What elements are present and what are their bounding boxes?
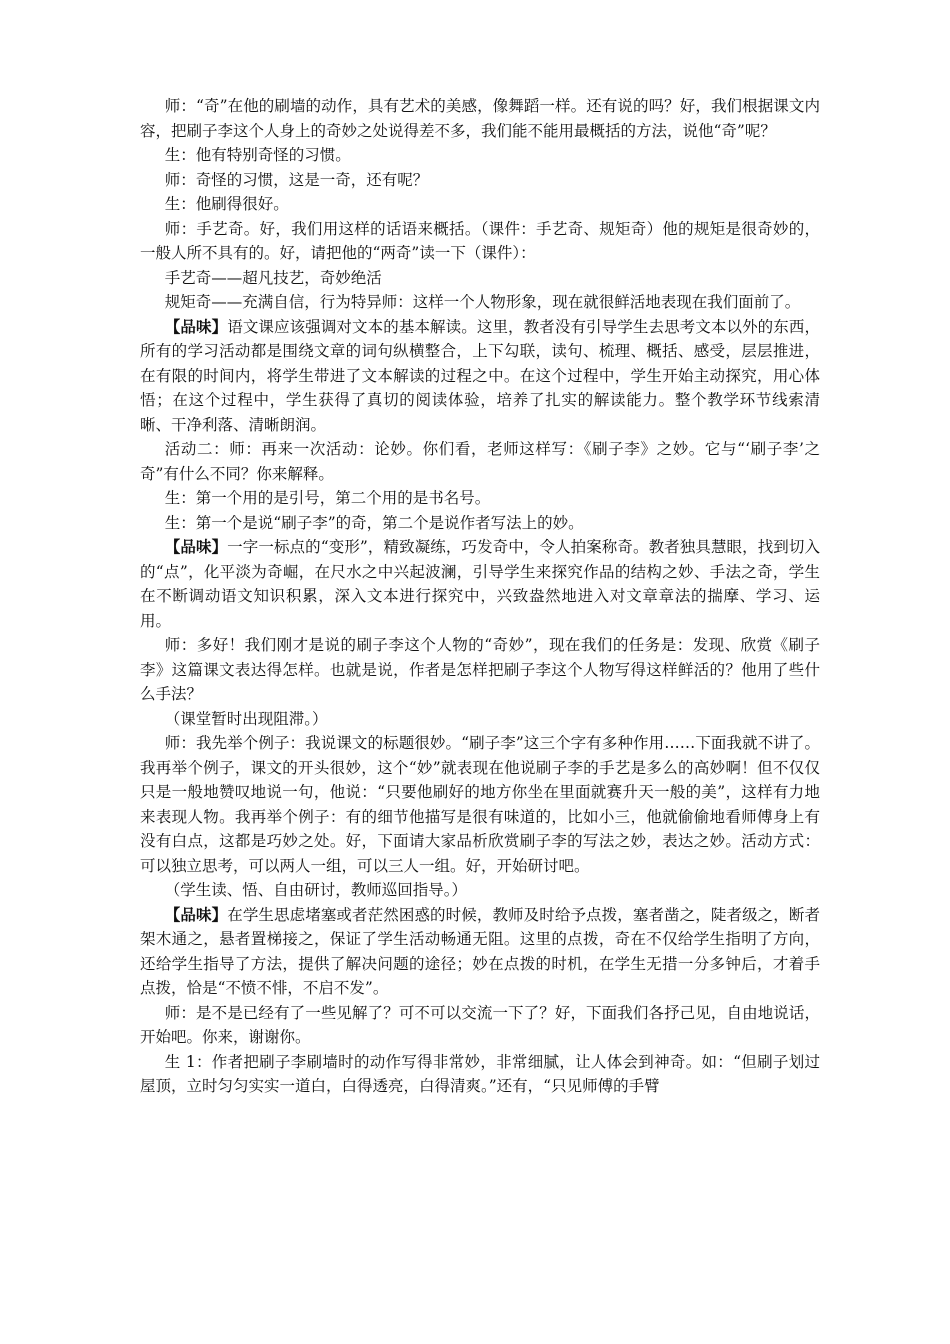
paragraph-8-text: 语文课应该强调对文本的基本解读。这里，教者没有引导学生去思考文本以外的东西，所有的学习活动都是围绕文章的词句纵横整合，上下勾联，读句、梳理、概括、感受，层层推进，在有限的时间内，将学生带进了文本解读的过程之中。在这个过程中，学生开始主动探究，用心体悟；在这个过程中，学生获得了真切的阅读体验，培养了扎实的解读能力。整个教学环节线索清晰、干净利落、清晰朗润。 bbox=[140, 317, 820, 434]
paragraph-9: 活动二：师：再来一次活动：论妙。你们看，老师这样写：《刷子李》之妙。它与“‘刷子李’之奇”有什么不同？你来解释。 bbox=[140, 440, 820, 483]
paragraph-8 bbox=[140, 315, 820, 438]
paragraph-13: 师：多好！我们刚才是说的刷子李这个人物的“奇妙”，现在我们的任务是：发现、欣赏《刷子李》这篇课文表达得怎样。也就是说，作者是怎样把刷子李这个人物写得这样鲜活的？他用了些什么手法？ bbox=[140, 636, 820, 703]
paragraph-1: 师：“奇”在他的刷墙的动作，具有艺术的美感，像舞蹈一样。还有说的吗？好，我们根据课文内容，把刷子李这个人身上的奇妙之处说得差不多，我们能不能用最概括的方法，说他“奇”呢？ bbox=[140, 97, 820, 140]
paragraph-2: 生：他有特别奇怪的习惯。 bbox=[164, 146, 351, 164]
paragraph-16: （学生读、悟、自由研讨，教师巡回指导。） bbox=[164, 881, 468, 899]
paragraph-6: 手艺奇——超凡技艺，奇妙绝活 bbox=[164, 268, 382, 287]
paragraph-19: 生 1：作者把刷子李刷墙时的动作写得非常妙，非常细腻，让人体会到神奇。如：“但刷子划过屋顶，立时匀匀实实一道白，白得透亮，白得清爽。”还有，“只见师傅的手臂 bbox=[140, 1052, 820, 1095]
paragraph-3: 师：奇怪的习惯，这是一奇，还有呢？ bbox=[164, 170, 429, 189]
paragraph-12 bbox=[140, 535, 820, 633]
paragraph-18: 师：是不是已经有了一些见解了？可不可以交流一下了？好，下面我们各抒己见，自由地说话，开始吧。你来，谢谢你。 bbox=[140, 1003, 820, 1046]
paragraph-17-text: 在学生思虑堵塞或者茫然困惑的时候，教师及时给予点拨，塞者凿之，陡者级之，断者架木通之，悬者置梯接之，保证了学生活动畅通无阻。这里的点拨，奇在不仅给学生指明了方向，还给学生指导了方法，提供了解决问题的途径；妙在点拨的时机，在学生无措一分多钟后，才着手点拨，恰是“不愤不悱，不启不发”。 bbox=[140, 905, 820, 997]
paragraph-17 bbox=[140, 903, 820, 1001]
paragraph-15: 师：我先举个例子：我说课文的标题很妙。“刷子李”这三个字有多种作用……下面我就不讲了。我再举个例子，课文的开头很妙，这个“妙”就表现在他说刷子李的手艺是多么的高妙啊！但不仅仅只是一般地赞叹地说一句，他说：“只要他刷好的地方你坐在里面就赛升天一般的美”，这样有力地来表现人物。我再举个例子：有的细节他描写是很有味道的，比如小三，他就偷偷地看师傅身上有没有白点，这都是巧妙之处。好，下面请大家品析欣赏刷子李的写法之妙，表达之妙。活动方式：可以独立思考，可以两人一组，可以三人一组。好，开始研讨吧。 bbox=[140, 734, 820, 875]
paragraph-11: 生：第一个是说“刷子李”的奇，第二个是说作者写法上的妙。 bbox=[164, 513, 584, 532]
paragraph-4: 生：他刷得很好。 bbox=[164, 195, 289, 213]
pinwei-tag: 【品味】 bbox=[164, 904, 228, 924]
paragraph-5: 师：手艺奇。好，我们用这样的话语来概括。（课件：手艺奇、规矩奇）他的规矩是很奇妙的，一般人所不具有的。好，请把他的“两奇”读一下（课件）： bbox=[140, 219, 820, 262]
pinwei-tag: 【品味】 bbox=[164, 316, 228, 336]
paragraph-7: 规矩奇——充满自信，行为特异师：这样一个人物形象，现在就很鲜活地表现在我们面前了。 bbox=[164, 293, 801, 311]
pinwei-tag: 【品味】 bbox=[164, 537, 228, 556]
document-page bbox=[140, 94, 820, 1099]
paragraph-10: 生：第一个用的是引号，第二个用的是书名号。 bbox=[164, 489, 491, 507]
paragraph-14: （课堂暂时出现阻滞。） bbox=[164, 709, 328, 728]
paragraph-12-text: 一字一标点的“变形”，精致凝练，巧发奇中，令人拍案称奇。教者独具慧眼，找到切入的“点”，化平淡为奇崛，在尺水之中兴起波澜，引导学生来探究作品的结构之妙、手法之奇，学生在不断调动语文知识积累，深入文本进行探究中，兴致盎然地进入对文章章法的揣摩、学习、运用。 bbox=[140, 538, 820, 630]
